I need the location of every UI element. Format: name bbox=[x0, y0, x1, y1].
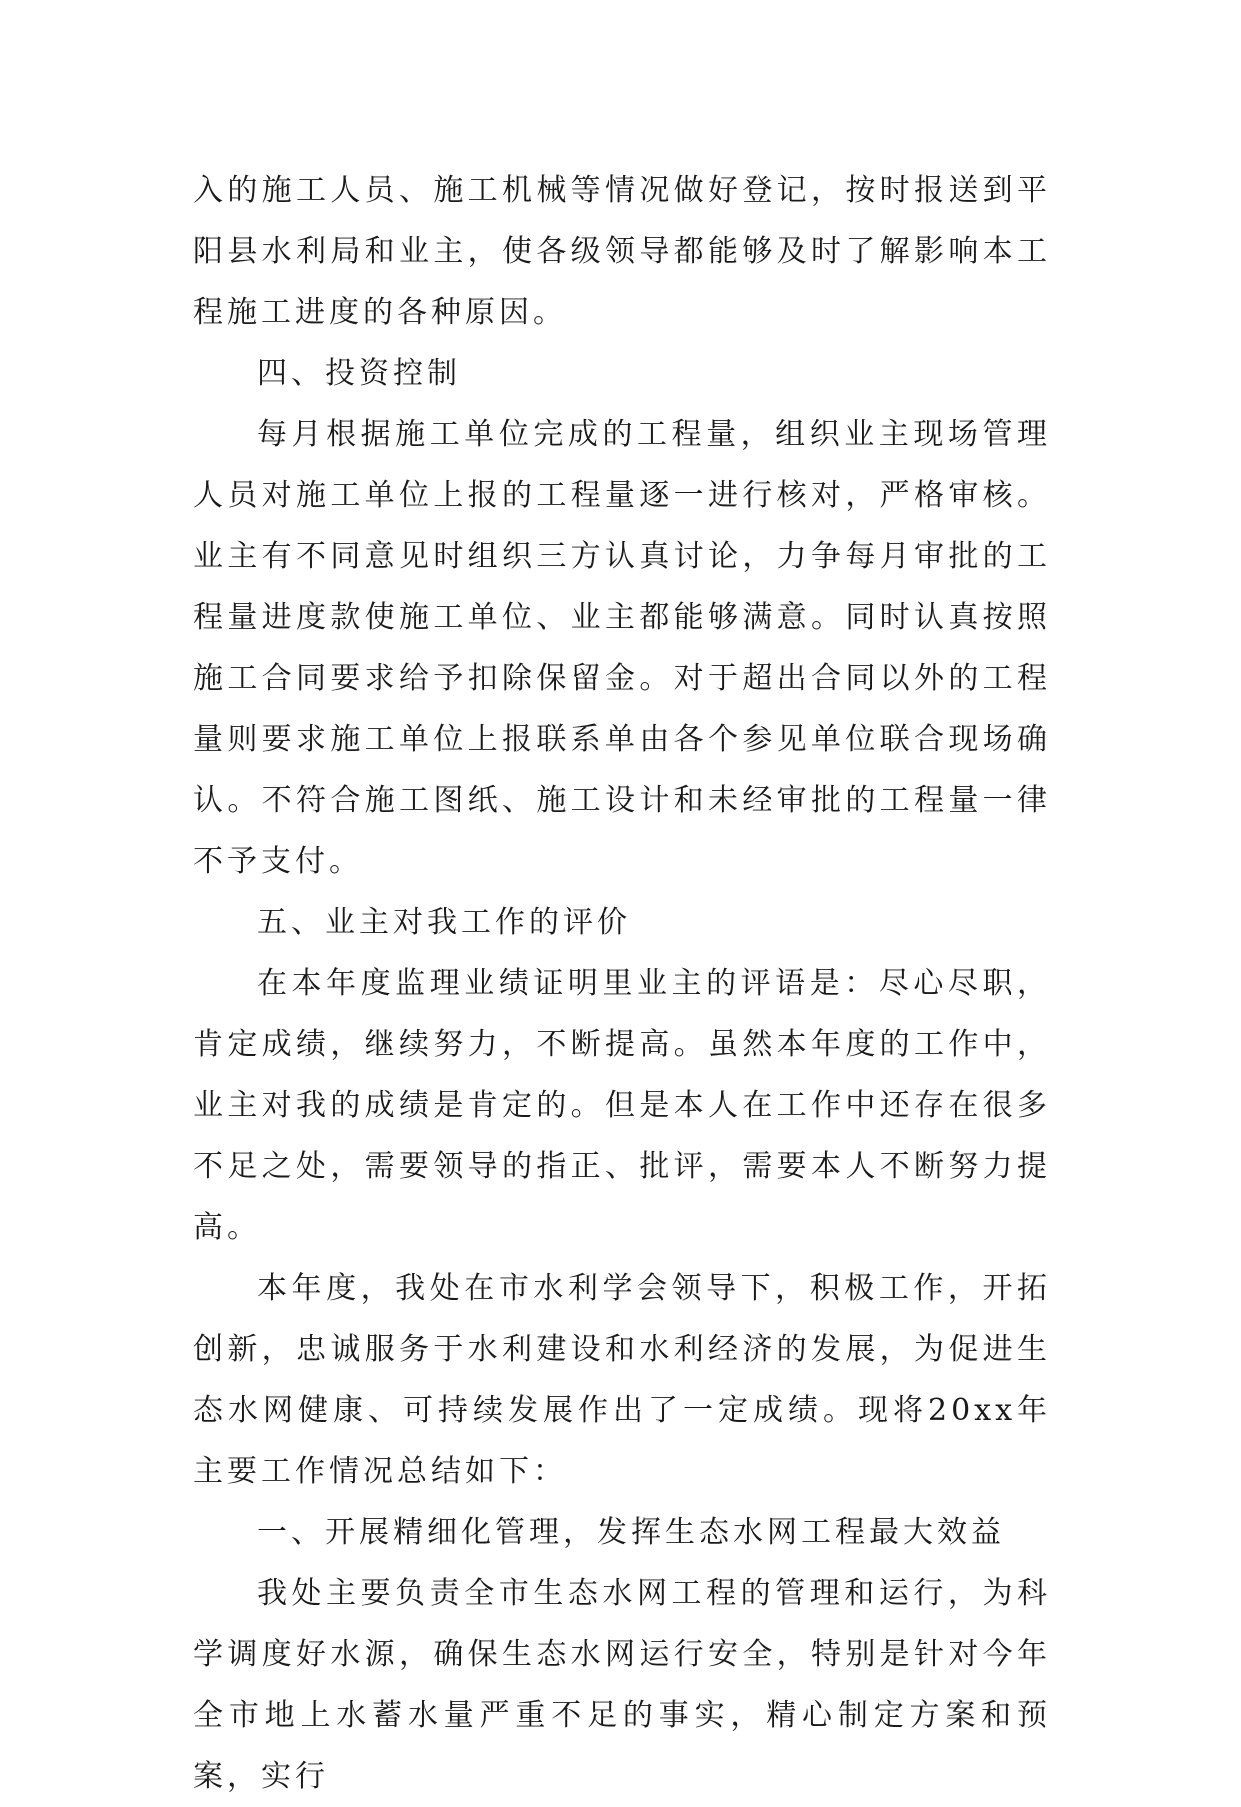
paragraph-owner-evaluation: 在本年度监理业绩证明里业主的评语是：尽心尽职，肯定成绩，继续努力，不断提高。虽然本年度的工作中，业主对我的成绩是肯定的。但是本人在工作中还存在很多不足之处，需要领导的指正、批评，需要本人不断努力提高。 bbox=[193, 966, 1051, 1245]
paragraph-refined-management: 我处主要负责全市生态水网工程的管理和运行，为科学调度好水源，确保生态水网运行安全，特别是针对今年全市地上水蓄水量严重不足的事实，精心制定方案和预案，实行 bbox=[193, 1576, 1051, 1794]
section-heading-investment-control: 四、投资控制 bbox=[257, 356, 461, 391]
section-heading-refined-management: 一、开展精细化管理，发挥生态水网工程最大效益 bbox=[257, 1515, 1005, 1550]
paragraph-annual-summary-intro: 本年度，我处在市水利学会领导下，积极工作，开拓创新，忠诚服务于水利建设和水利经济的发展，为促进生态水网健康、可持续发展作出了一定成绩。现将20xx年主要工作情况总结如下： bbox=[193, 1271, 1051, 1489]
paragraph-continuation: 入的施工人员、施工机械等情况做好登记，按时报送到平阳县水利局和业主，使各级领导都能够及时了解影响本工程施工进度的各种原因。 bbox=[193, 173, 1051, 330]
section-heading-owner-evaluation: 五、业主对我工作的评价 bbox=[257, 905, 631, 940]
paragraph-investment-control: 每月根据施工单位完成的工程量，组织业主现场管理人员对施工单位上报的工程量逐一进行核对，严格审核。业主有不同意见时组织三方认真讨论，力争每月审批的工程量进度款使施工单位、业主都能够满意。同时认真按照施工合同要求给予扣除保留金。对于超出合同以外的工程量则要求施工单位上报联系单由各个参见单位联合现场确认。不符合施工图纸、施工设计和未经审批的工程量一律不予支付。 bbox=[193, 417, 1051, 879]
document-body bbox=[193, 160, 1051, 1807]
